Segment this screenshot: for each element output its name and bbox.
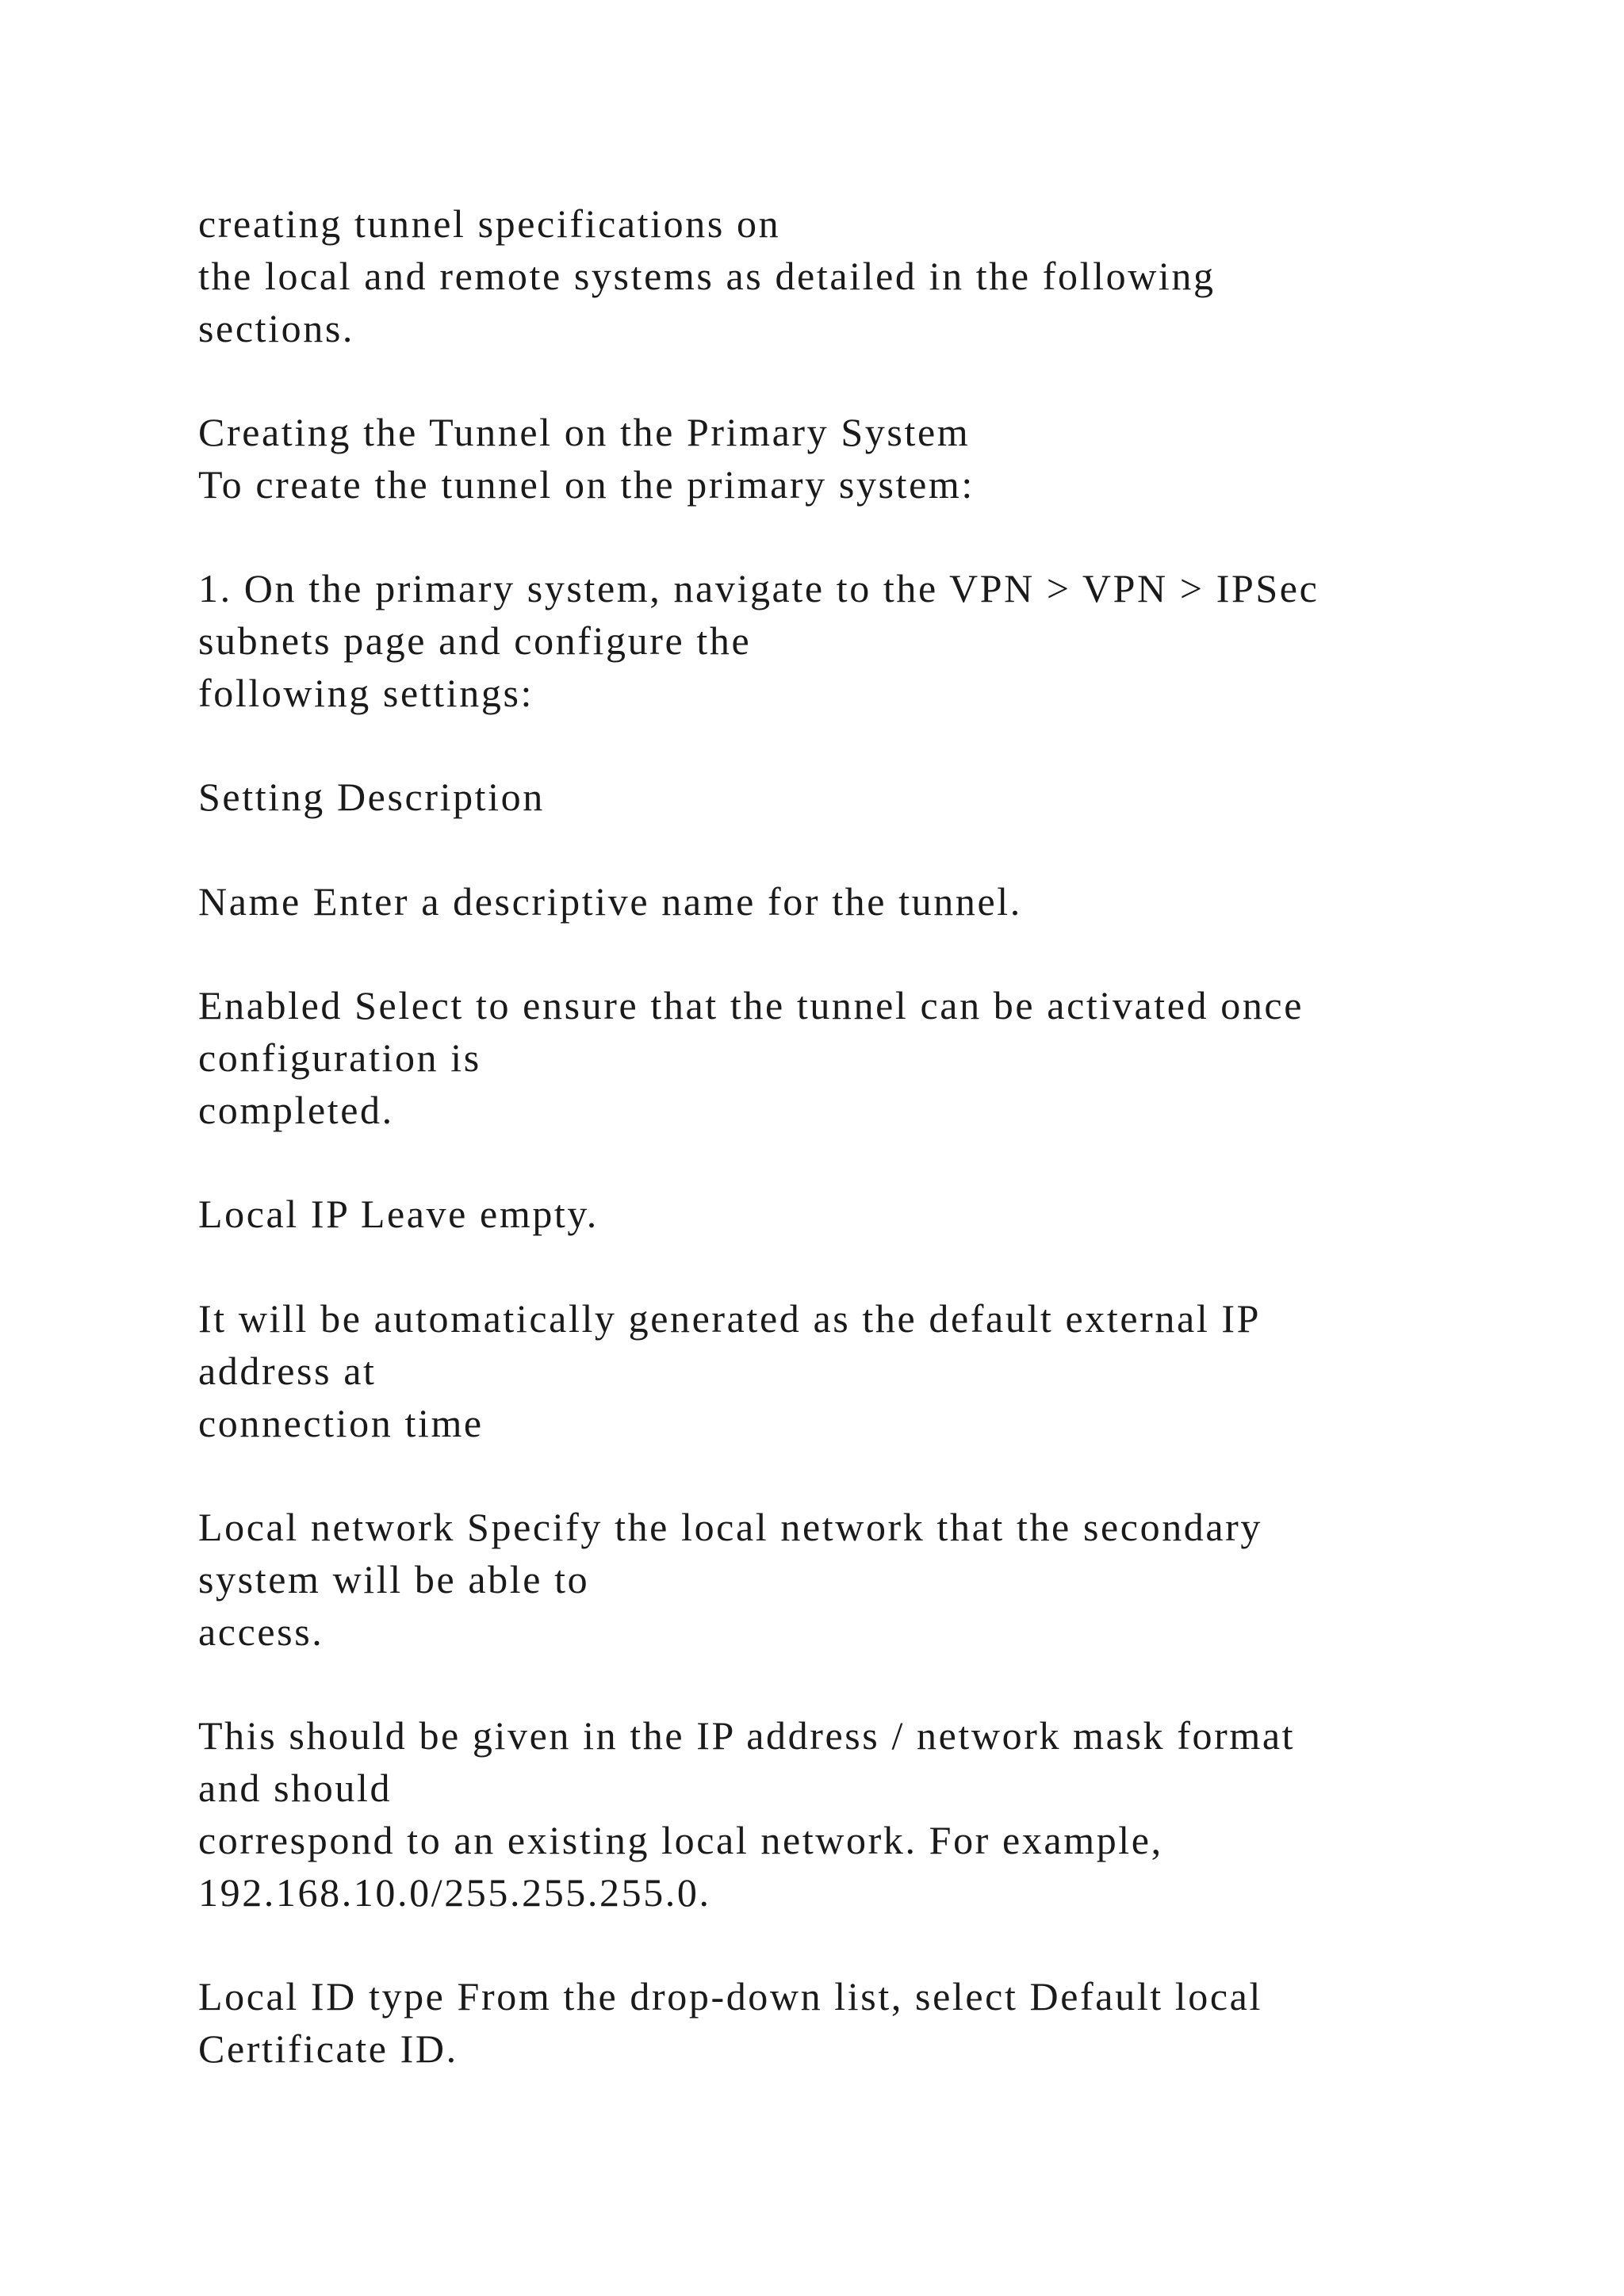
- text-line: sections.: [198, 306, 354, 350]
- text-line: system will be able to: [198, 1557, 590, 1601]
- text-line: address at: [198, 1349, 377, 1393]
- setting-row: Name Enter a descriptive name for the tunnel.: [198, 879, 1022, 924]
- table-header: Setting Description: [198, 775, 545, 819]
- text-line: creating tunnel specifications on: [198, 201, 781, 246]
- text-line: This should be given in the IP address / network mask format: [198, 1713, 1296, 1758]
- text-line: subnets page and configure the: [198, 618, 752, 663]
- text-line: connection time: [198, 1401, 484, 1445]
- setting-row: Local IP Leave empty.: [198, 1192, 599, 1236]
- text-line: Certificate ID.: [198, 2026, 458, 2071]
- text-line: the local and remote systems as detailed in the following: [198, 254, 1216, 298]
- setting-row: Enabled Select to ensure that the tunnel can be activated once: [198, 983, 1304, 1027]
- text-line: To create the tunnel on the primary system:: [198, 462, 975, 507]
- text-line: 192.168.10.0/255.255.255.0.: [198, 1870, 711, 1915]
- section-heading: Creating the Tunnel on the Primary System: [198, 410, 971, 454]
- text-line: completed.: [198, 1088, 394, 1132]
- text-line: correspond to an existing local network. For example,: [198, 1818, 1163, 1862]
- text-line: configuration is: [198, 1035, 481, 1080]
- text-line: It will be automatically generated as the default external IP: [198, 1296, 1262, 1341]
- setting-row: Local ID type From the drop-down list, select Default local: [198, 1974, 1262, 2019]
- text-line: access.: [198, 1609, 324, 1654]
- setting-row: Local network Specify the local network that the secondary: [198, 1505, 1263, 1549]
- text-line: and should: [198, 1766, 393, 1810]
- text-line: following settings:: [198, 671, 534, 715]
- step-line: 1. On the primary system, navigate to the VPN > VPN > IPSec: [198, 566, 1320, 610]
